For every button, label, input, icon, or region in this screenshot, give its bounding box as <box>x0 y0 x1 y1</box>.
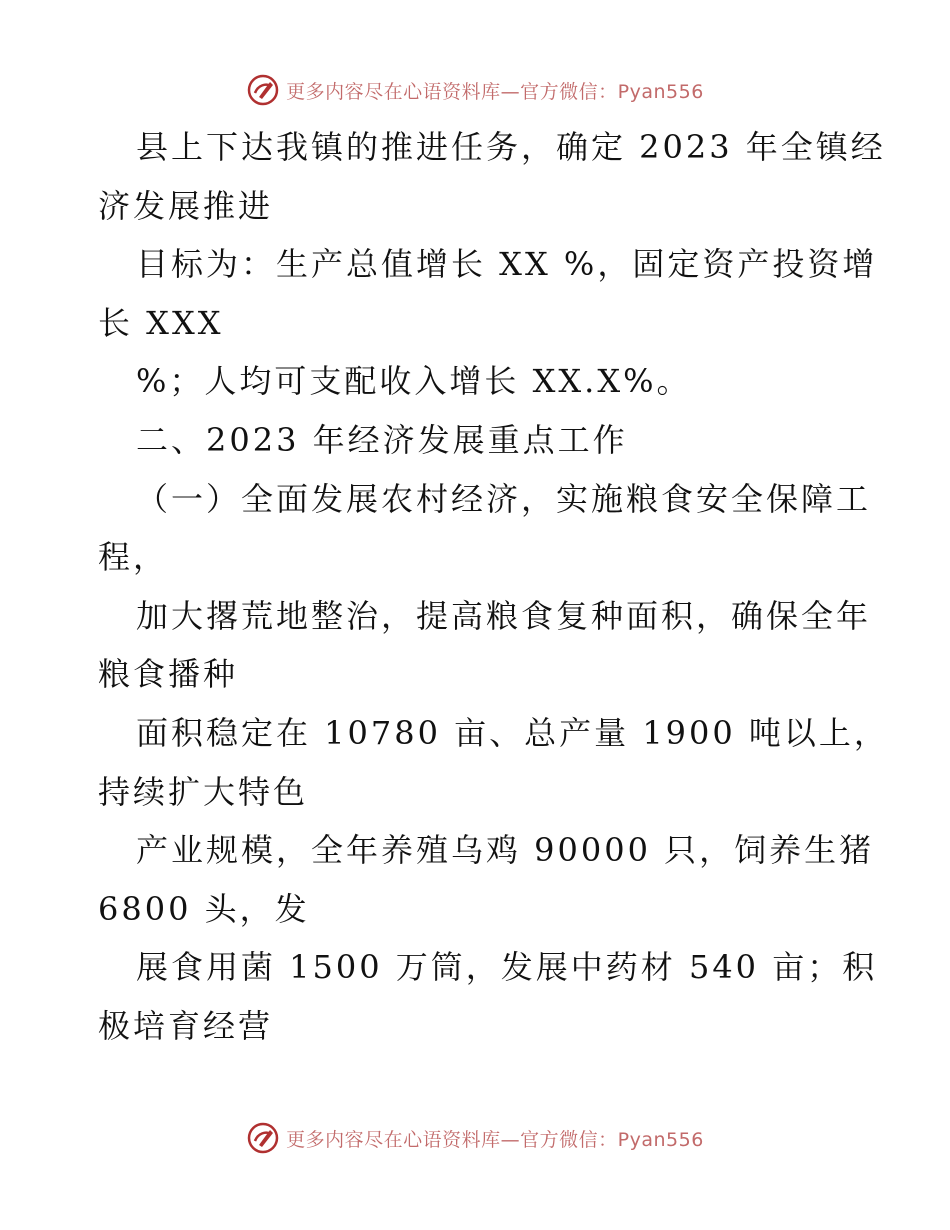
footer-watermark-text: 更多内容尽在心语资料库—官方微信：Pyan556 <box>286 1128 704 1151</box>
body-line: 粮食播种 <box>98 655 239 694</box>
body-line: 展食用菌 1500 万筒，发展中药材 540 亩；积 <box>136 948 878 987</box>
body-line: 目标为：生产总值增长 XX %，固定资产投资增 <box>136 245 878 284</box>
body-line: 持续扩大特色 <box>98 772 309 811</box>
body-line: 极培育经营 <box>98 1006 274 1045</box>
body-line: 长 XXX <box>98 303 224 342</box>
footer-watermark <box>0 1118 950 1158</box>
body-line: %；人均可支配收入增长 XX.X%。 <box>136 362 692 401</box>
body-line: 加大撂荒地整治，提高粮食复种面积，确保全年 <box>136 596 872 635</box>
subsection-heading: （一）全面发展农村经济，实施粮食安全保障工 <box>136 479 872 518</box>
body-line: 程， <box>98 538 169 577</box>
logo-icon <box>246 73 280 107</box>
logo-icon <box>246 1121 280 1155</box>
header-watermark <box>0 70 950 110</box>
body-line: 济发展推进 <box>98 186 274 225</box>
body-line: 县上下达我镇的推进任务，确定 2023 年全镇经 <box>136 128 886 166</box>
body-line: 面积稳定在 10780 亩、总产量 1900 吨以上， <box>136 713 889 752</box>
body-line: 6800 头，发 <box>98 889 310 928</box>
body-line: 产业规模，全年养殖乌鸡 90000 只，饲养生猪 <box>136 831 875 870</box>
header-watermark-text: 更多内容尽在心语资料库—官方微信：Pyan556 <box>286 80 704 103</box>
document-body <box>98 118 889 1056</box>
section-heading: 二、2023 年经济发展重点工作 <box>136 420 628 459</box>
